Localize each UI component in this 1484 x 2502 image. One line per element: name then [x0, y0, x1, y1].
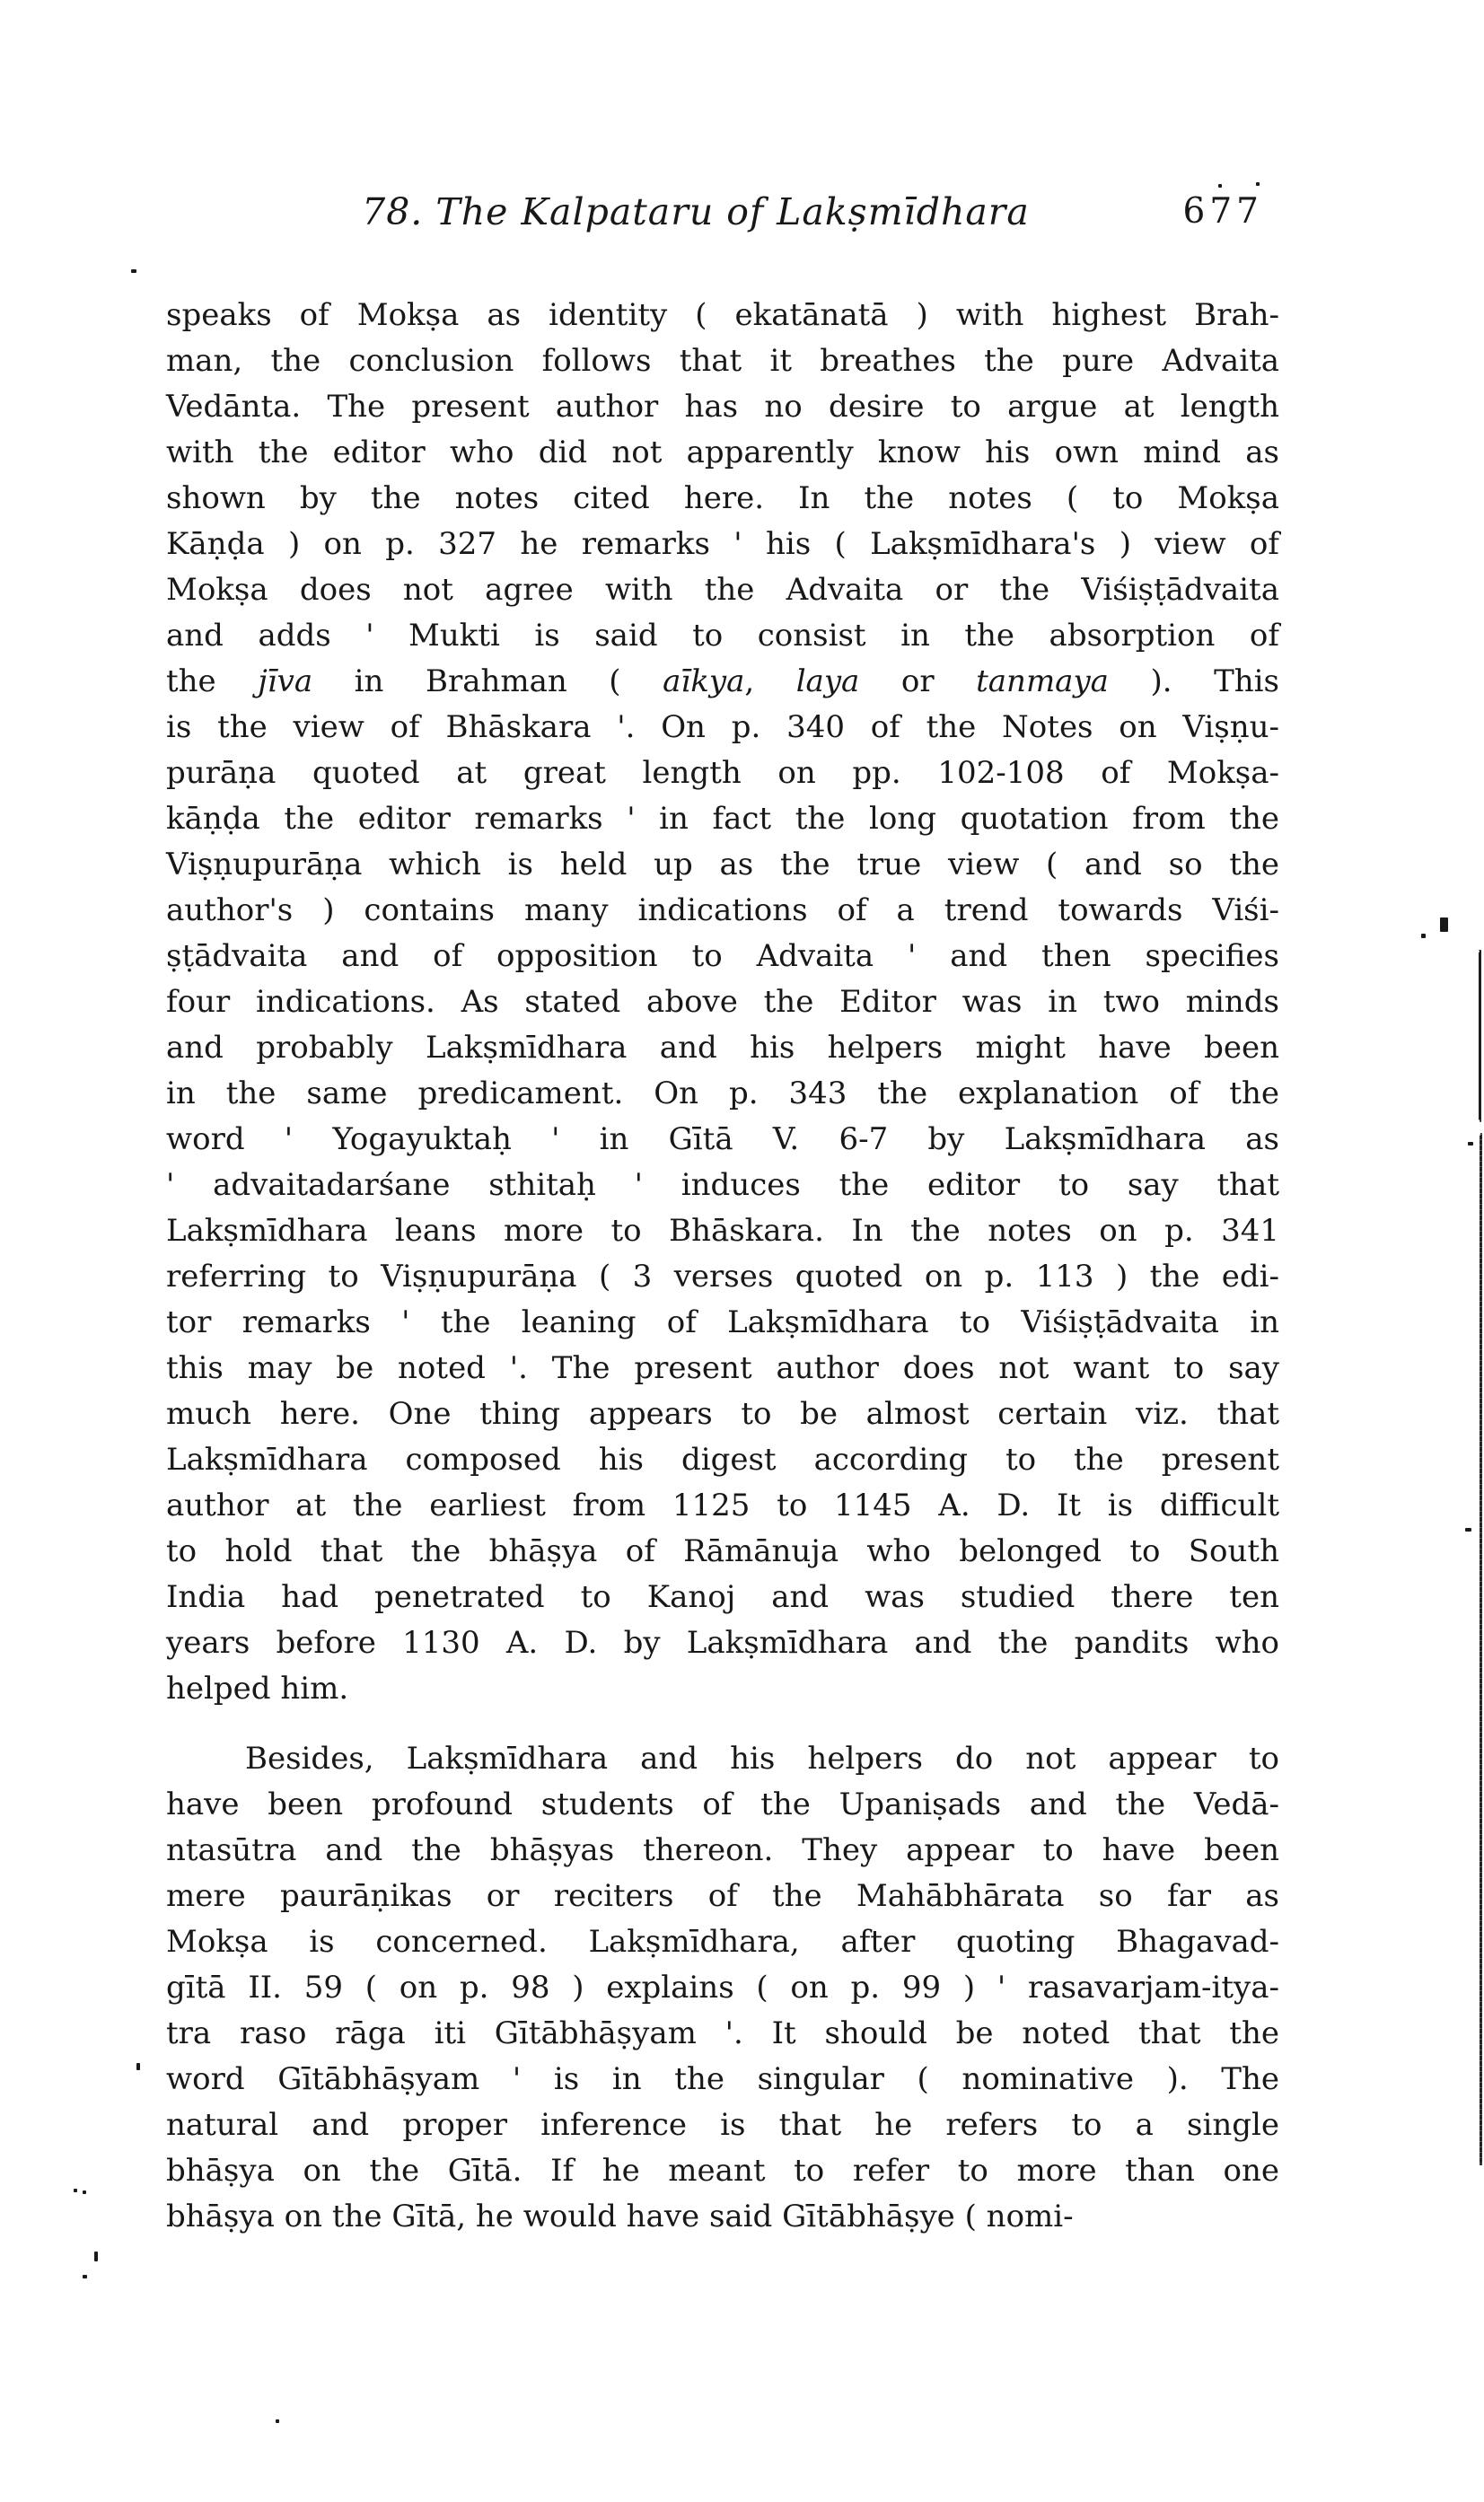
- scan-artifact: [94, 2252, 98, 2261]
- text-line: word ' Yogayuktaḥ ' in Gītā V. 6-7 by Lakṣmīdhara as: [166, 1121, 1279, 1157]
- text-line: helped him.: [166, 1671, 349, 1707]
- text-line: Besides, Lakṣmīdhara and his helpers do not appear to: [245, 1741, 1279, 1777]
- paragraph: [166, 293, 1279, 1712]
- text-line: word Gītābhāṣyam ' is in the singular ( nominative ). The: [166, 2061, 1279, 2097]
- scan-artifact: [276, 2419, 279, 2423]
- text-line: Mokṣa does not agree with the Advaita or the Viśiṣṭādvaita: [166, 572, 1279, 608]
- chapter-title: 78. The Kalpataru of Lakṣmīdhara: [362, 190, 1030, 233]
- text-line: shown by the notes cited here. In the notes ( to Mokṣa: [166, 480, 1279, 516]
- text-line: and adds ' Mukti is said to consist in the absorption of: [166, 618, 1279, 654]
- paragraph: [166, 1736, 1279, 2240]
- text-line: referring to Viṣṇupurāṇa ( 3 verses quoted on p. 113 ) the edi-: [166, 1259, 1279, 1295]
- scan-artifact: [83, 2275, 87, 2278]
- text-line: Vedānta. The present author has no desire to argue at length: [166, 389, 1279, 425]
- text-line: and probably Lakṣmīdhara and his helpers might have been: [166, 1030, 1279, 1066]
- scan-artifact: [136, 2063, 140, 2070]
- scan-artifact: [1421, 934, 1426, 938]
- text-line: have been profound students of the Upaniṣads and the Vedā-: [166, 1787, 1279, 1822]
- text-line: is the view of Bhāskara '. On p. 340 of the Notes on Viṣṇu-: [166, 709, 1279, 745]
- text-line: the jīva in Brahman ( aīkya, laya or tanmaya ). This: [166, 663, 1279, 699]
- text-line: man, the conclusion follows that it breathes the pure Advaita: [166, 343, 1279, 379]
- scan-artifact: [131, 269, 136, 273]
- text-line: bhāṣya on the Gītā, he would have said Gītābhāṣye ( nomi-: [166, 2199, 1074, 2234]
- scan-artifact: [1440, 917, 1448, 932]
- text-line: purāṇa quoted at great length on pp. 102-108 of Mokṣa-: [166, 755, 1279, 791]
- text-line: Kāṇḍa ) on p. 327 he remarks ' his ( Lakṣmīdhara's ) view of: [166, 526, 1279, 562]
- text-line: much here. One thing appears to be almost certain viz. that: [166, 1396, 1279, 1432]
- text-line: India had penetrated to Kanoj and was studied there ten: [166, 1579, 1279, 1615]
- text-line: with the editor who did not apparently know his own mind as: [166, 435, 1279, 470]
- text-line: years before 1130 A. D. by Lakṣmīdhara and the pandits who: [166, 1625, 1279, 1661]
- text-line: author at the earliest from 1125 to 1145 A. D. It is difficult: [166, 1488, 1279, 1523]
- text-line: tra raso rāga iti Gītābhāṣyam '. It should be noted that the: [166, 2015, 1279, 2051]
- scan-artifact: [83, 2190, 86, 2194]
- scan-artifact: [1479, 950, 1481, 1122]
- text-line: in the same predicament. On p. 343 the explanation of the: [166, 1075, 1279, 1111]
- scan-artifact: [1465, 1528, 1471, 1532]
- page-number: 677: [1182, 191, 1263, 232]
- text-line: bhāṣya on the Gītā. If he meant to refer to more than one: [166, 2153, 1279, 2189]
- text-line: kāṇḍa the editor remarks ' in fact the long quotation from the: [166, 801, 1279, 837]
- scan-artifact: [74, 2189, 77, 2192]
- text-line: ' advaitadarśane sthitaḥ ' induces the editor to say that: [166, 1167, 1279, 1203]
- text-line: speaks of Mokṣa as identity ( ekatānatā ) with highest Brah-: [166, 297, 1279, 333]
- text-line: mere paurāṇikas or reciters of the Mahābhārata so far as: [166, 1878, 1279, 1914]
- text-line: to hold that the bhāṣya of Rāmānuja who belonged to South: [166, 1533, 1279, 1569]
- text-line: Viṣṇupurāṇa which is held up as the true view ( and so the: [166, 847, 1279, 882]
- text-line: ṣṭādvaita and of opposition to Advaita ' and then specifies: [166, 938, 1279, 974]
- text-line: author's ) contains many indications of a trend towards Viśi-: [166, 892, 1279, 928]
- scan-artifact: [1256, 182, 1260, 186]
- text-line: Lakṣmīdhara leans more to Bhāskara. In the notes on p. 341: [166, 1213, 1279, 1249]
- text-line: ntasūtra and the bhāṣyas thereon. They appear to have been: [166, 1832, 1279, 1868]
- text-line: Mokṣa is concerned. Lakṣmīdhara, after quoting Bhagavad-: [166, 1924, 1279, 1960]
- text-line: natural and proper inference is that he refers to a single: [166, 2107, 1279, 2143]
- text-line: four indications. As stated above the Editor was in two minds: [166, 984, 1279, 1020]
- page-body: [166, 293, 1279, 2240]
- text-line: this may be noted '. The present author does not want to say: [166, 1350, 1279, 1386]
- scan-artifact: [1468, 1142, 1473, 1146]
- text-line: gītā II. 59 ( on p. 98 ) explains ( on p. 99 ) ' rasavarjam-itya-: [166, 1970, 1279, 2006]
- scan-artifact: [1480, 1133, 1482, 2165]
- text-line: Lakṣmīdhara composed his digest according to the present: [166, 1442, 1279, 1478]
- page-header: [166, 190, 1279, 244]
- scan-artifact: [1218, 184, 1222, 188]
- text-line: tor remarks ' the leaning of Lakṣmīdhara to Viśiṣṭādvaita in: [166, 1304, 1279, 1340]
